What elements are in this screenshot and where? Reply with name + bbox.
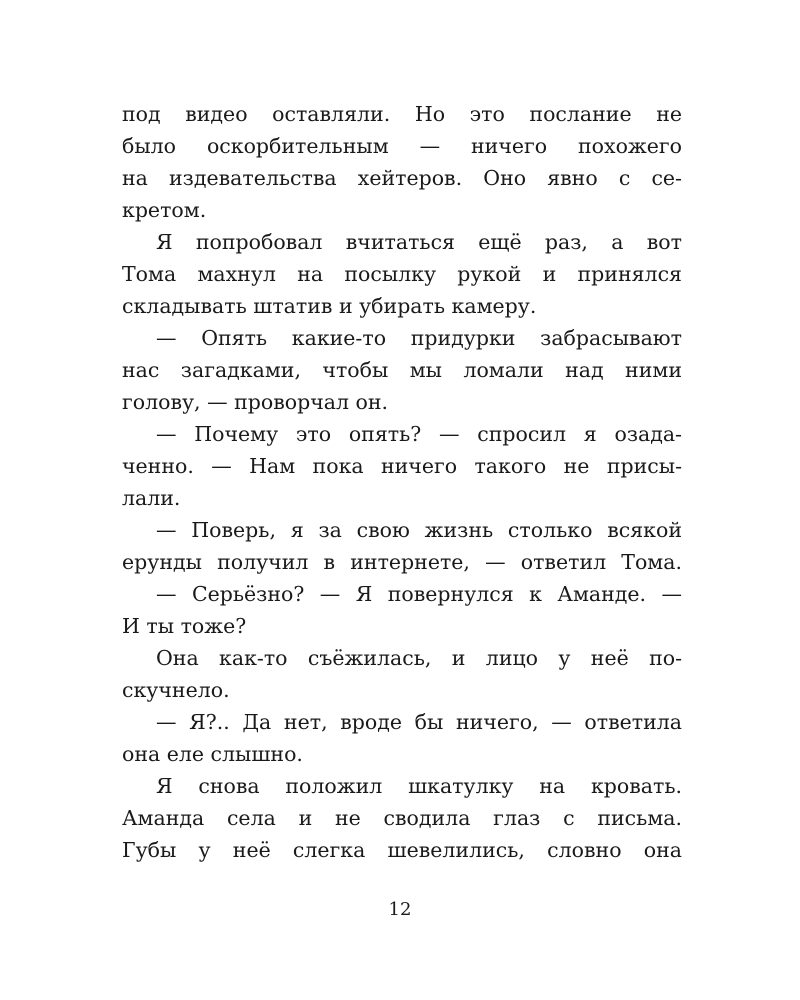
- text-line: Губы у неё слегка шевелились, словно она: [122, 838, 682, 862]
- text-line: — Серьёзно? — Я повернулся к Аманде. —: [156, 582, 682, 606]
- body-text: [122, 98, 682, 866]
- text-line: под видео оставляли. Но это послание не: [122, 102, 682, 126]
- text-line: Она как-то съёжилась, и лицо у неё по-: [156, 646, 682, 670]
- page-number: 12: [388, 899, 412, 920]
- text-line: И ты тоже?: [122, 614, 247, 638]
- text-line: ченно. — Нам пока ничего такого не присы-: [122, 454, 682, 478]
- text-line: она еле слышно.: [122, 742, 303, 766]
- text-line: — Почему это опять? — спросил я озада-: [156, 422, 682, 446]
- text-line: голову, — проворчал он.: [122, 390, 389, 414]
- text-line: — Я?.. Да нет, вроде бы ничего, — ответила: [156, 710, 682, 734]
- text-line: Аманда села и не сводила глаз с письма.: [122, 806, 682, 830]
- text-line: лали.: [122, 486, 181, 510]
- text-line: Я снова положил шкатулку на кровать.: [156, 774, 682, 798]
- text-line: нас загадками, чтобы мы ломали над ними: [122, 358, 682, 382]
- text-line: кретом.: [122, 198, 207, 222]
- text-line: было оскорбительным — ничего похожего: [122, 134, 682, 158]
- text-line: — Опять какие-то придурки забрасывают: [156, 326, 682, 350]
- text-line: — Поверь, я за свою жизнь столько всякой: [156, 518, 682, 542]
- text-line: Я попробовал вчитаться ещё раз, а вот: [156, 230, 682, 254]
- text-line: Тома махнул на посылку рукой и принялся: [122, 262, 682, 286]
- text-line: на издевательства хейтеров. Оно явно с се-: [122, 166, 682, 190]
- text-line: ерунды получил в интернете, — ответил Тома.: [122, 550, 682, 574]
- text-line: складывать штатив и убирать камеру.: [122, 294, 537, 318]
- text-line: скучнело.: [122, 678, 230, 702]
